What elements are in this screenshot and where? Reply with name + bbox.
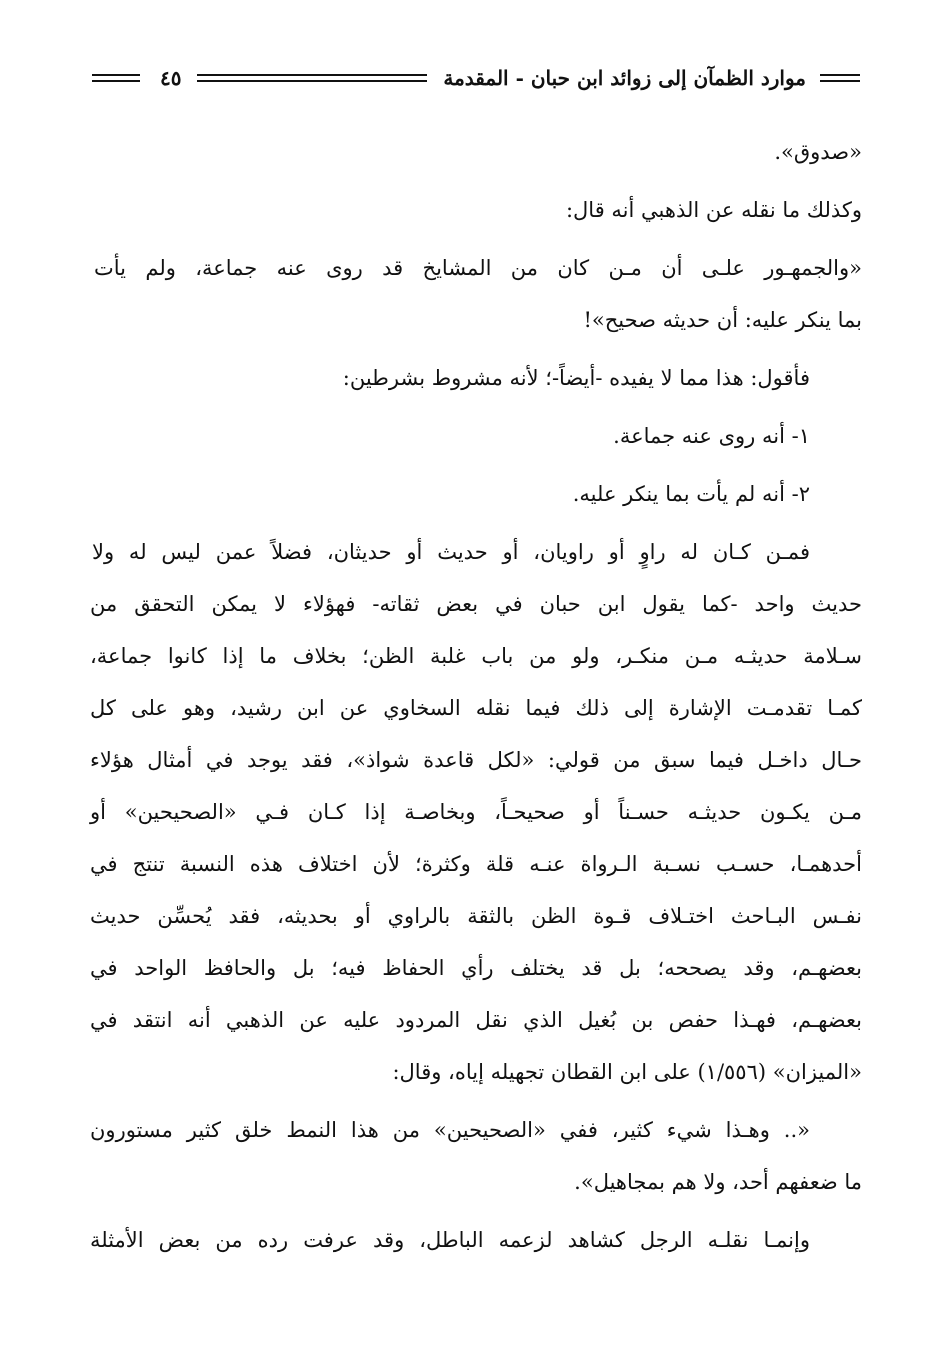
- text-line: مـن يكـون حديثـه حسـناً أو صحيحـاً، وبخاصـة إذا كـان فـي «الصحيحين» أو: [90, 800, 862, 824]
- text-line: كمـا تقدمـت الإشارة إلى ذلك فيما نقله السخاوي عن ابن رشيد، وهو على كل: [90, 696, 862, 720]
- text-line: ١- أنه روى عنه جماعة.: [613, 424, 810, 448]
- text-line: سـلامة حديثـه مـن منكـر، ولو من باب غلبة الظن؛ بخلاف ما إذا كانوا جماعة،: [90, 644, 862, 668]
- page-body: [90, 0, 862, 1365]
- text-line: فمـن كـان له راوٍ أو راويان، أو حديث أو حديثان، فضلاً عمن ليس له ولا: [92, 540, 810, 564]
- text-line: بعضهـم، وقد يصححه؛ بل قد يختلف رأي الحفاظ فيه؛ بل والحافظ الواحد في: [90, 956, 862, 980]
- text-line: ما ضعفهم أحد، ولا هم بمجاهيل».: [574, 1170, 862, 1194]
- text-line: نفـس البـاحث اختـلاف قـوة الظن بالثقة بالراوي أو بحديثه، فقد يُحسِّن حديث: [90, 904, 862, 928]
- text-line: «صدوق».: [774, 140, 862, 164]
- text-line: «والجمهـور علـى أن مـن كان من المشايخ قد روى عنه جماعة، ولم يأت: [94, 256, 862, 280]
- text-line: «.. وهـذا شيء كثير، ففي «الصحيحين» من هذا النمط خلق كثير مستورون: [90, 1118, 810, 1142]
- page-number: ٤٥: [160, 66, 182, 90]
- text-line: حديث واحد -كما يقول ابن حبان في بعض ثقاته- فهؤلاء لا يمكن التحقق من: [90, 592, 862, 616]
- text-line: «الميزان» (١/٥٥٦) على ابن القطان تجهيله إياه، وقال:: [392, 1060, 862, 1084]
- text-line: وإنمـا نقلـه الرجل كشاهد لزعمه الباطل، وقد عرفت رده من بعض الأمثلة: [90, 1228, 810, 1252]
- text-line: فأقول: هذا مما لا يفيده -أيضاً-؛ لأنه مشروط بشرطين:: [342, 366, 810, 390]
- text-line: ٢- أنه لم يأت بما ينكر عليه.: [572, 482, 810, 506]
- text-line: أحدهمـا، حسـب نسـبة الـرواة عنـه قلة وكثرة؛ لأن اختلاف هذه النسبة تنتج في: [90, 852, 862, 876]
- text-line: بعضهـم، فهـذا حفص بن بُغيل الذي نقل المردود عليه عن الذهبي أنه انتقد في: [90, 1008, 862, 1032]
- text-line: بما ينكر عليه: أن حديثه صحيح»!: [583, 308, 862, 332]
- running-title: موارد الظمآن إلى زوائد ابن حبان - المقدمة: [443, 66, 806, 90]
- text-line: وكذلك ما نقله عن الذهبي أنه قال:: [565, 198, 862, 222]
- text-line: حـال داخـل فيما سبق من قولي: «لكل قاعدة شواذ»، فقد يوجد في أمثال هؤلاء: [90, 748, 862, 772]
